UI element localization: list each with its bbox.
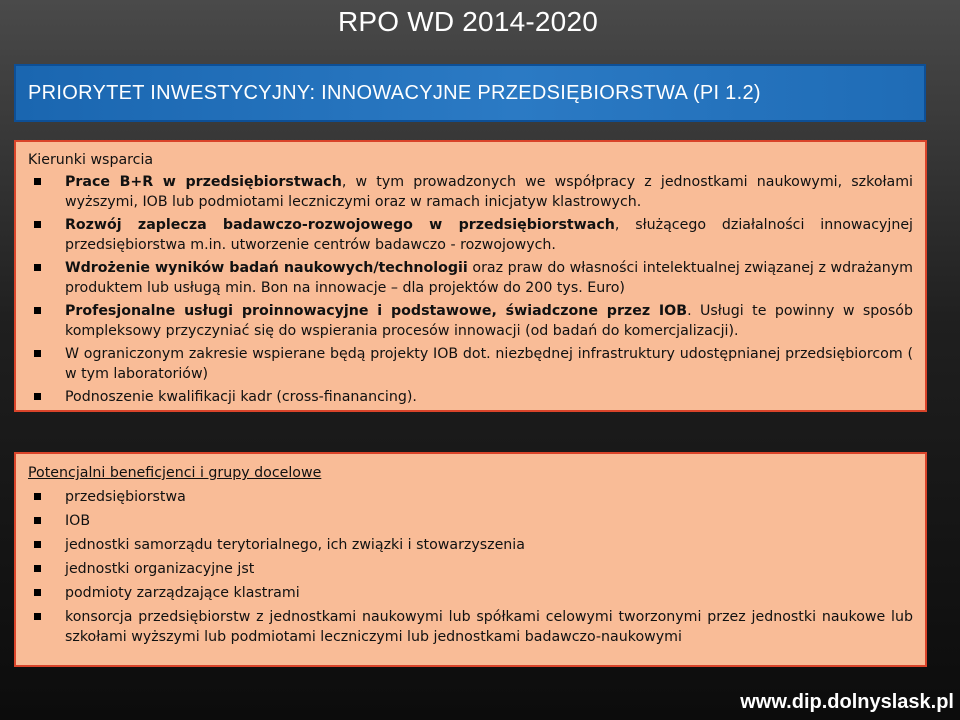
square-bullet-icon <box>34 221 41 228</box>
priority-title: PRIORYTET INWESTYCYJNY: INNOWACYJNE PRZEDSIĘBIORSTWA (PI 1.2) <box>28 81 761 104</box>
support-item-text: oraz praw do własności intelektualnej związanej z wdrażanym produktem lub usługą min. Bon na innowacje – dla projektów do 200 tys. Euro) <box>65 259 913 296</box>
square-bullet-icon <box>34 565 41 572</box>
support-item-bold: Prace B+R w przedsiębiorstwach <box>65 173 342 190</box>
beneficiary-item <box>28 535 913 556</box>
footer-url: www.dip.dolnyslask.pl <box>740 691 954 713</box>
support-item <box>28 344 913 385</box>
square-bullet-icon <box>34 264 41 271</box>
beneficiary-item <box>28 583 913 604</box>
support-heading: Kierunki wsparcia <box>28 152 154 168</box>
square-bullet-icon <box>34 493 41 500</box>
square-bullet-icon <box>34 393 41 400</box>
support-item <box>28 301 913 342</box>
square-bullet-icon <box>34 178 41 185</box>
support-item-text: Podnoszenie kwalifikacji kadr (cross-finanancing). <box>65 388 417 405</box>
support-item-text: . Usługi te powinny w sposób kompleksowy przyczyniać się do wspierania procesów innowacji (od badań do komercjalizacji). <box>65 302 913 339</box>
beneficiaries-heading: Potencjalni beneficjenci i grupy docelowe <box>28 465 322 481</box>
support-item <box>28 172 913 213</box>
support-item-bold: Profesjonalne usługi proinnowacyjne i podstawowe, świadczone przez IOB <box>65 302 688 319</box>
beneficiary-text: podmioty zarządzające klastrami <box>65 584 300 601</box>
support-list <box>28 172 913 408</box>
support-directions-box <box>14 140 927 412</box>
beneficiary-item <box>28 487 913 508</box>
square-bullet-icon <box>34 307 41 314</box>
beneficiary-item <box>28 607 913 648</box>
support-item-bold: Rozwój zaplecza badawczo-rozwojowego w przedsiębiorstwach <box>65 216 615 233</box>
support-item-bold: Wdrożenie wyników badań naukowych/technologii <box>65 259 468 276</box>
beneficiary-text: jednostki organizacyjne jst <box>65 560 255 577</box>
support-item <box>28 258 913 299</box>
square-bullet-icon <box>34 613 41 620</box>
square-bullet-icon <box>34 589 41 596</box>
beneficiary-text: przedsiębiorstwa <box>65 488 186 505</box>
square-bullet-icon <box>34 517 41 524</box>
beneficiaries-box <box>14 452 927 667</box>
support-item-text: W ograniczonym zakresie wspierane będą projekty IOB dot. niezbędnej infrastruktury udostępnianej przedsiębiorcom ( w tym laboratoriów) <box>65 345 913 382</box>
support-item <box>28 387 913 408</box>
slide-title: RPO WD 2014-2020 <box>338 6 598 37</box>
priority-banner <box>14 64 926 122</box>
support-item-text: , służącego działalności innowacyjnej przedsiębiorstwa m.in. utworzenie centrów badawczo - rozwojowych. <box>65 216 913 253</box>
square-bullet-icon <box>34 350 41 357</box>
beneficiaries-list <box>28 487 913 648</box>
support-item-text: , w tym prowadzonych we współpracy z jednostkami naukowymi, szkołami wyższymi, IOB lub podmiotami leczniczymi oraz w ramach inicjatyw klastrowych. <box>65 173 913 210</box>
square-bullet-icon <box>34 541 41 548</box>
beneficiary-text: IOB <box>65 512 91 529</box>
beneficiary-text: konsorcja przedsiębiorstw z jednostkami naukowymi lub spółkami celowymi tworzonymi przez jednostki naukowe lub szkołami wyższymi lub podmiotami leczniczymi lub jednostkami badawczo-naukowymi <box>65 608 913 645</box>
beneficiary-text: jednostki samorządu terytorialnego, ich związki i stowarzyszenia <box>65 536 525 553</box>
beneficiary-item <box>28 511 913 532</box>
beneficiary-item <box>28 559 913 580</box>
support-item <box>28 215 913 256</box>
